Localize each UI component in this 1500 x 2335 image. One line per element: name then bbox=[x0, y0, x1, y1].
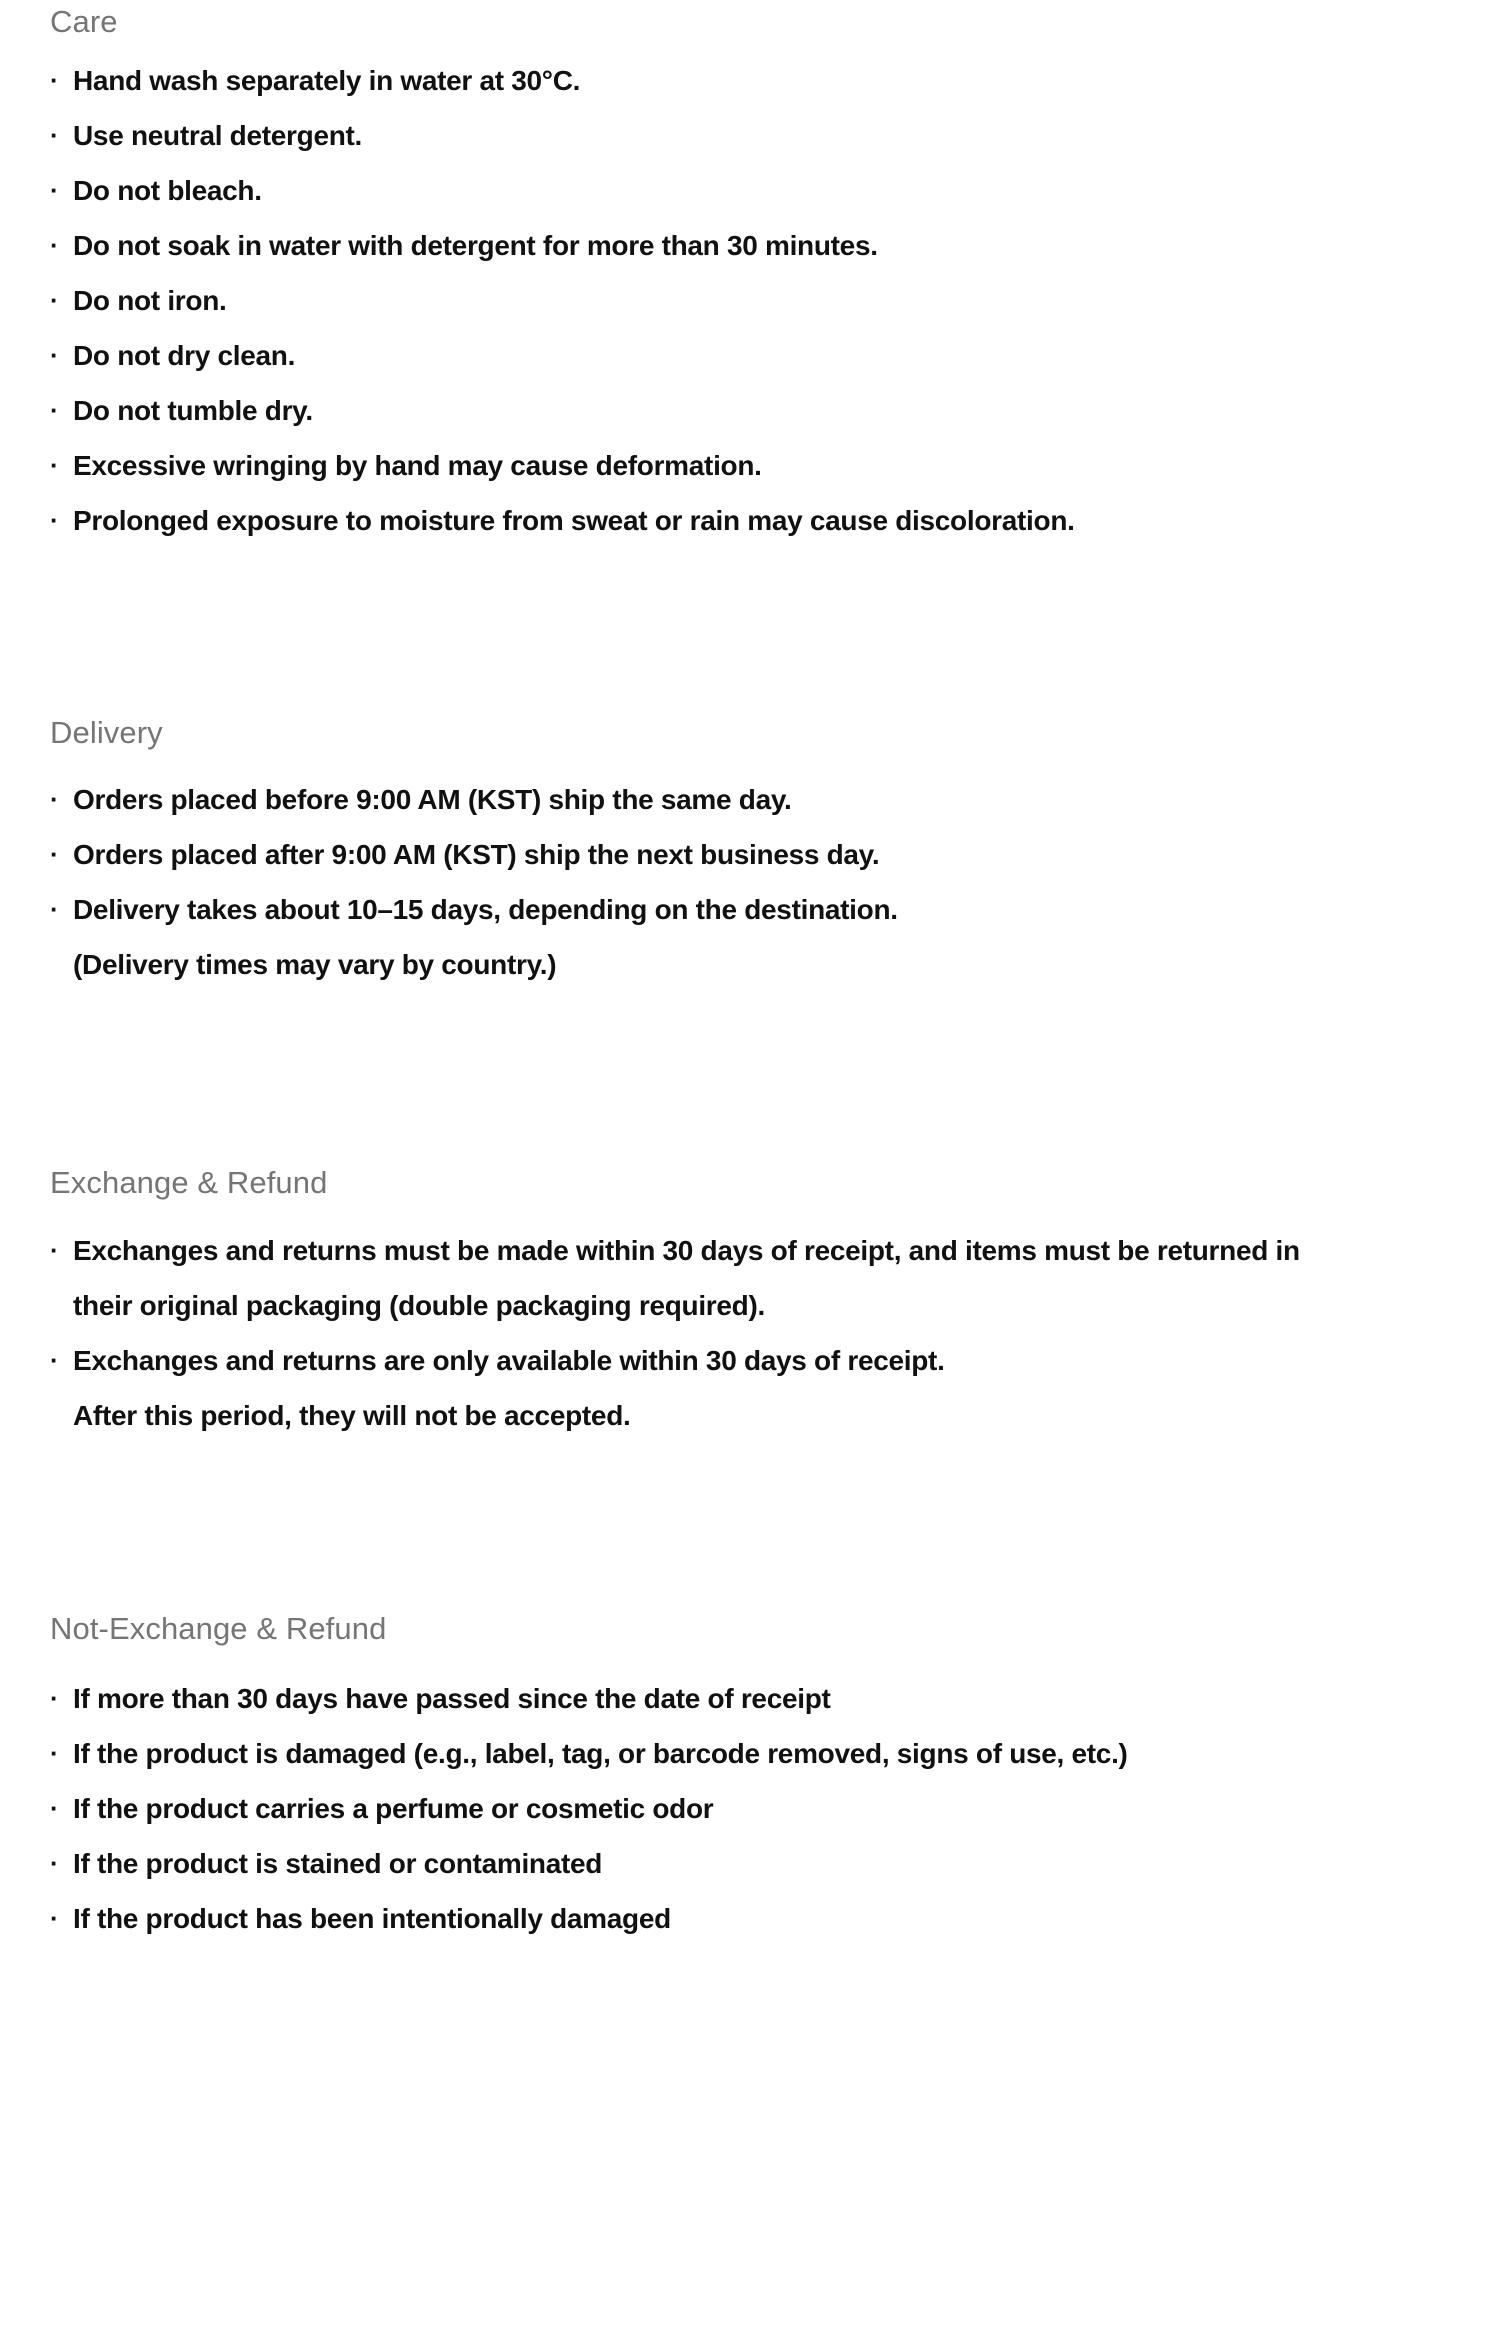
list-item bbox=[50, 1836, 1470, 1891]
bullet-dot-icon: · bbox=[50, 1848, 59, 1878]
list-item-line: Prolonged exposure to moisture from sweat or rain may cause discoloration. bbox=[73, 505, 1075, 536]
bullet-list bbox=[50, 1223, 1470, 1443]
bullet-dot-icon: · bbox=[50, 894, 59, 924]
list-item-text bbox=[73, 273, 1470, 328]
section-delivery bbox=[50, 711, 1470, 992]
list-item bbox=[50, 273, 1470, 328]
list-item-line: If more than 30 days have passed since the date of receipt bbox=[73, 1683, 831, 1714]
list-item-line: Delivery takes about 10–15 days, depending on the destination. bbox=[73, 894, 898, 925]
list-item-line: Hand wash separately in water at 30°C. bbox=[73, 65, 581, 96]
list-item-line: After this period, they will not be accepted. bbox=[73, 1400, 631, 1431]
list-item-line: Orders placed before 9:00 AM (KST) ship the same day. bbox=[73, 784, 792, 815]
list-item-line: Do not bleach. bbox=[73, 175, 262, 206]
list-item-text bbox=[73, 218, 1470, 273]
list-item-line: Do not soak in water with detergent for more than 30 minutes. bbox=[73, 230, 878, 261]
list-item-line: Use neutral detergent. bbox=[73, 120, 363, 151]
bullet-dot-icon: · bbox=[50, 230, 59, 260]
bullet-dot-icon: · bbox=[50, 120, 59, 150]
bullet-dot-icon: · bbox=[50, 65, 59, 95]
section-exchange-refund bbox=[50, 1161, 1470, 1443]
list-item-line: If the product has been intentionally damaged bbox=[73, 1903, 671, 1934]
list-item-text bbox=[73, 493, 1470, 548]
list-item bbox=[50, 827, 1470, 882]
list-item-text bbox=[73, 328, 1470, 383]
list-item-text bbox=[73, 1781, 1470, 1836]
section-heading-care: Care bbox=[50, 4, 118, 39]
list-item-line: If the product carries a perfume or cosmetic odor bbox=[73, 1793, 714, 1824]
list-item-text bbox=[73, 383, 1470, 438]
bullet-dot-icon: · bbox=[50, 175, 59, 205]
list-item bbox=[50, 882, 1470, 992]
bullet-dot-icon: · bbox=[50, 1738, 59, 1768]
bullet-dot-icon: · bbox=[50, 784, 59, 814]
list-item bbox=[50, 108, 1470, 163]
section-heading-not-exchange-refund: Not-Exchange & Refund bbox=[50, 1611, 387, 1646]
list-item-text bbox=[73, 1891, 1470, 1946]
list-item bbox=[50, 328, 1470, 383]
bullet-dot-icon: · bbox=[50, 1903, 59, 1933]
list-item bbox=[50, 1726, 1470, 1781]
bullet-list bbox=[50, 1671, 1470, 1946]
list-item bbox=[50, 1671, 1470, 1726]
list-item bbox=[50, 163, 1470, 218]
list-item bbox=[50, 1333, 1470, 1443]
bullet-dot-icon: · bbox=[50, 1235, 59, 1265]
list-item-text bbox=[73, 772, 1470, 827]
list-item bbox=[50, 218, 1470, 273]
list-item bbox=[50, 772, 1470, 827]
bullet-dot-icon: · bbox=[50, 285, 59, 315]
list-item-line: Do not tumble dry. bbox=[73, 395, 313, 426]
list-item-text bbox=[73, 53, 1470, 108]
list-item bbox=[50, 1891, 1470, 1946]
list-item-text bbox=[73, 163, 1470, 218]
list-item-text bbox=[73, 882, 1470, 992]
bullet-list bbox=[50, 772, 1470, 992]
bullet-dot-icon: · bbox=[50, 450, 59, 480]
bullet-dot-icon: · bbox=[50, 1345, 59, 1375]
list-item-text bbox=[73, 108, 1470, 163]
list-item-line: If the product is damaged (e.g., label, tag, or barcode removed, signs of use, etc.) bbox=[73, 1738, 1128, 1769]
list-item-text bbox=[73, 827, 1470, 882]
list-item-text bbox=[73, 1671, 1470, 1726]
section-not-exchange-refund bbox=[50, 1607, 1470, 1946]
section-care bbox=[50, 0, 1470, 548]
list-item-line: If the product is stained or contaminated bbox=[73, 1848, 603, 1879]
section-heading-exchange-refund: Exchange & Refund bbox=[50, 1165, 328, 1200]
list-item bbox=[50, 493, 1470, 548]
list-item bbox=[50, 1223, 1470, 1333]
bullet-dot-icon: · bbox=[50, 505, 59, 535]
list-item-line: Do not iron. bbox=[73, 285, 227, 316]
bullet-dot-icon: · bbox=[50, 839, 59, 869]
list-item-line: Exchanges and returns are only available within 30 days of receipt. bbox=[73, 1345, 945, 1376]
list-item-text bbox=[73, 1726, 1470, 1781]
list-item-line: Do not dry clean. bbox=[73, 340, 296, 371]
list-item bbox=[50, 438, 1470, 493]
bullet-dot-icon: · bbox=[50, 395, 59, 425]
list-item-text bbox=[73, 1223, 1470, 1333]
list-item-text bbox=[73, 1836, 1470, 1891]
list-item bbox=[50, 383, 1470, 438]
list-item bbox=[50, 1781, 1470, 1836]
list-item bbox=[50, 53, 1470, 108]
list-item-line: (Delivery times may vary by country.) bbox=[73, 949, 557, 980]
list-item-line: Exchanges and returns must be made within 30 days of receipt, and items must be returned in bbox=[73, 1235, 1300, 1266]
list-item-line: their original packaging (double packaging required). bbox=[73, 1290, 765, 1321]
list-item-line: Orders placed after 9:00 AM (KST) ship the next business day. bbox=[73, 839, 880, 870]
list-item-text bbox=[73, 438, 1470, 493]
bullet-dot-icon: · bbox=[50, 1793, 59, 1823]
bullet-list bbox=[50, 53, 1470, 548]
section-heading-delivery: Delivery bbox=[50, 715, 163, 750]
bullet-dot-icon: · bbox=[50, 1683, 59, 1713]
bullet-dot-icon: · bbox=[50, 340, 59, 370]
list-item-line: Excessive wringing by hand may cause deformation. bbox=[73, 450, 762, 481]
list-item-text bbox=[73, 1333, 1470, 1443]
